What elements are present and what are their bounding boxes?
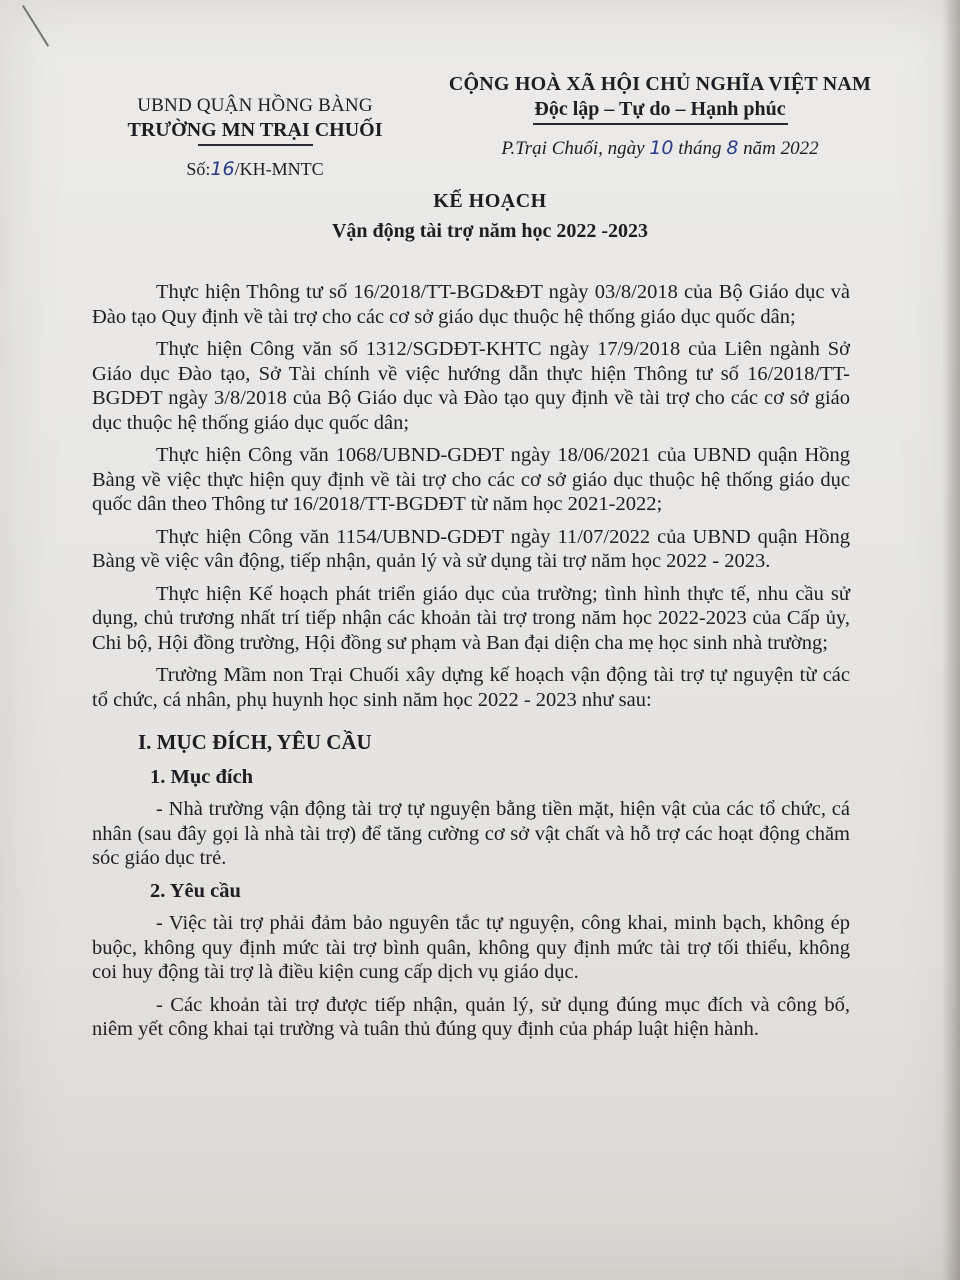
date-month-label: tháng: [678, 137, 722, 159]
date-line: [430, 137, 890, 160]
paragraph-6: Trường Mầm non Trại Chuối xây dựng kế hoạch vận động tài trợ tự nguyện từ các tổ chức, cá nhân, phụ huynh học sinh năm học 2022 - 2023 như sau:: [92, 664, 850, 711]
date-place: P.Trại Chuối, ngày: [501, 137, 645, 159]
subsection-heading-requirements: 2. Yêu cầu: [150, 879, 241, 902]
country-name: CỘNG HOÀ XÃ HỘI CHỦ NGHĨA VIỆT NAM: [448, 73, 872, 95]
national-motto: Độc lập – Tự do – Hạnh phúc: [534, 98, 786, 120]
date-year: năm 2022: [743, 137, 819, 159]
paragraph-1: Thực hiện Thông tư số 16/2018/TT-BGD&ĐT ngày 03/8/2018 của Bộ Giáo dục và Đào tạo Quy định về tài trợ cho các cơ sở giáo dục thuộc hệ thống giáo dục quốc dân;: [92, 281, 850, 328]
paragraph-3: Thực hiện Công văn 1068/UBND-GDĐT ngày 18/06/2021 của UBND quận Hồng Bàng về việc thực hiện quy định về tài trợ cho các cơ sở giáo dục thuộc hệ thống giáo dục quốc dân theo Thông tư 16/2018/TT-BGDĐT từ năm học 2021-2022;: [92, 444, 850, 515]
paragraph-5: Thực hiện Kế hoạch phát triển giáo dục của trường; tình hình thực tế, nhu cầu sử dụng, chủ trương nhất trí tiếp nhận các khoản tài trợ trong năm học 2022-2023 của Cấp ủy, Chi bộ, Hội đồng trường, Hội đồng sư phạm và Ban đại diện cha mẹ học sinh nhà trường;: [92, 582, 850, 654]
national-header: [430, 73, 890, 160]
purpose-paragraph: - Nhà trường vận động tài trợ tự nguyện bằng tiền mặt, hiện vật của các tổ chức, cá nhân (sau đây gọi là nhà tài trợ) để tăng cường cơ sở vật chất và hỗ trợ các hoạt động chăm sóc giáo dục trẻ.: [92, 798, 850, 869]
section-heading: I. MỤC ĐÍCH, YÊU CẦU: [138, 730, 372, 754]
pen-mark: [22, 5, 49, 47]
paragraph-4: Thực hiện Công văn 1154/UBND-GDĐT ngày 11/07/2022 của UBND quận Hồng Bàng về việc vân động, tiếp nhận, quản lý và sử dụng tài trợ năm học 2022 - 2023.: [92, 525, 850, 572]
doc-no-prefix: Số:: [186, 158, 211, 179]
title-block: [0, 190, 960, 243]
motto-underline: [533, 123, 788, 125]
paragraph-2: Thực hiện Công văn số 1312/SGDĐT-KHTC ngày 17/9/2018 của Liên ngành Sở Giáo dục Đào tạo, Sở Tài chính về việc hướng dẫn thực hiện Thông tư số 16/2018/TT-BGDĐT ngày 3/8/2018 của Bộ Giáo dục và Đào tạo quy định về tài trợ cho các cơ sở giáo dục thuộc hệ thống giáo dục quốc dân;: [92, 338, 850, 434]
doc-no-suffix: /KH-MNTC: [234, 158, 324, 179]
requirements-paragraph-2: - Các khoản tài trợ được tiếp nhận, quản lý, sử dụng đúng mục đích và công bố, niêm yết công khai tại trường và tuân thủ đúng quy định của pháp luật hiện hành.: [92, 993, 850, 1040]
issuer-block: [100, 95, 410, 180]
document-title: KẾ HOẠCH: [433, 190, 547, 212]
school-underline: [198, 144, 313, 146]
date-month: 8: [726, 136, 739, 159]
document-subtitle: Vận động tài trợ năm học 2022 -2023: [331, 220, 649, 242]
date-day: 10: [649, 136, 674, 159]
subsection-heading-purpose: 1. Mục đích: [150, 765, 254, 788]
requirements-paragraph-1: - Việc tài trợ phải đảm bảo nguyên tắc tự nguyện, công khai, minh bạch, không ép buộc, không quy định mức tài trợ bình quân, không quy định mức tài trợ tối thiểu, không coi huy động tài trợ là điều kiện cung cấp dịch vụ giáo dục.: [92, 912, 850, 983]
school-name: TRƯỜNG MN TRẠI CHUỐI: [127, 119, 383, 141]
agency-name: UBND QUẬN HỒNG BÀNG: [137, 95, 373, 116]
doc-no-handwritten: 16: [210, 157, 235, 180]
document-number: [100, 158, 410, 180]
document-body: [92, 280, 850, 1050]
